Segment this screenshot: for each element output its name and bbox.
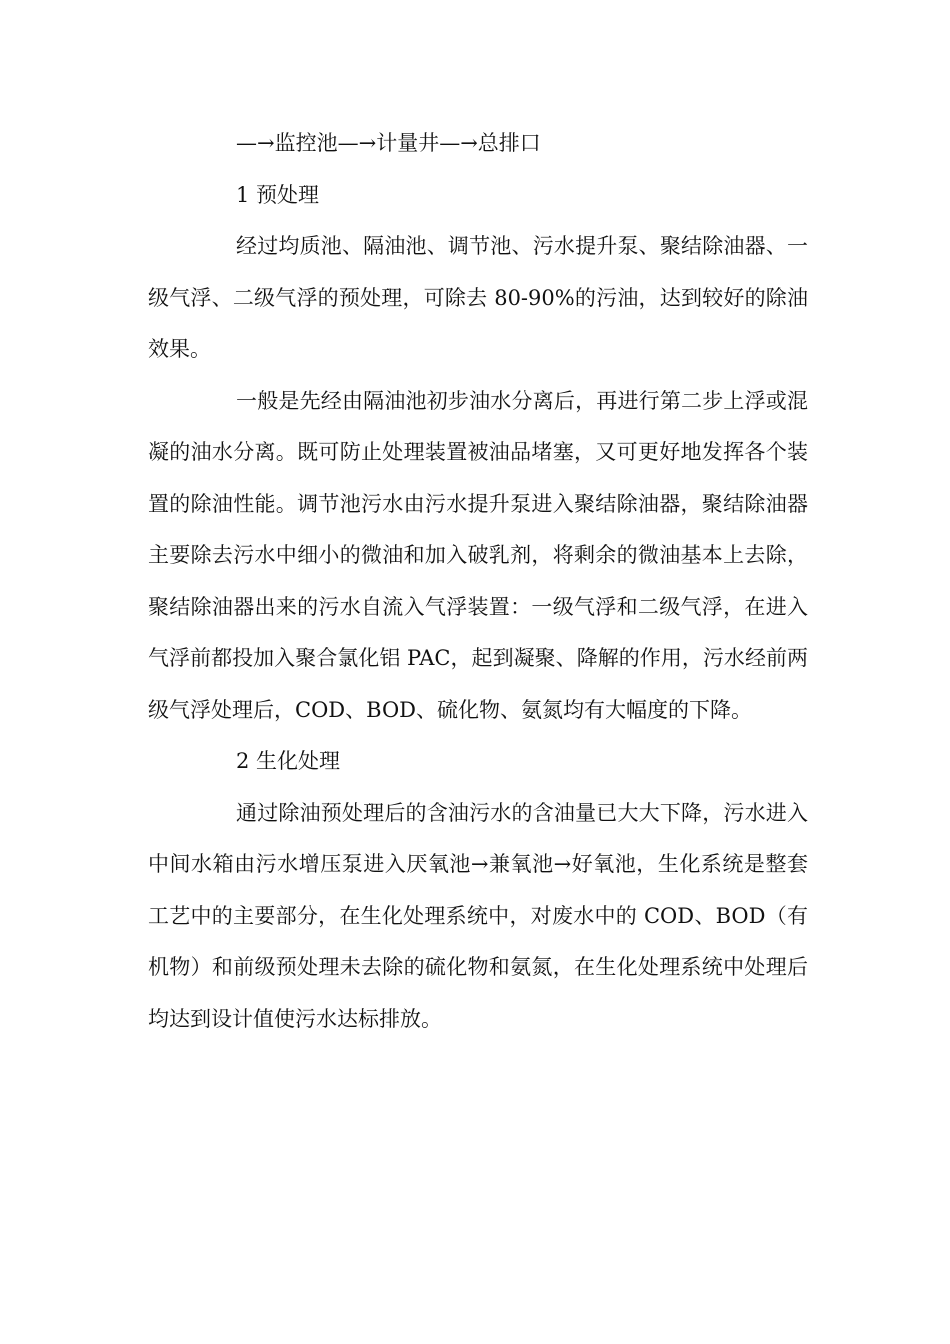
section-heading-biochemical: 2 生化处理: [236, 749, 341, 773]
process-flow-line: —→监控池—→计量井—→总排口: [236, 131, 541, 155]
paragraph-biochemical-detail: 通过除油预处理后的含油污水的含油量已大大下降，污水进入中间水箱由污水增压泵进入厌氧池→兼氧池→好氧池，生化系统是整套工艺中的主要部分，在生化处理系统中，对废水中的 COD、BOD（有机物）和前级预处理未去除的硫化物和氨氮，在生化处理系统中处理后均达到设计值使污水达标排放。: [148, 800, 808, 1031]
paragraph-pretreatment-detail: 一般是先经由隔油池初步油水分离后，再进行第二步上浮或混凝的油水分离。既可防止处理装置被油品堵塞，又可更好地发挥各个装置的除油性能。调节池污水由污水提升泵进入聚结除油器，聚结除油器主要除去污水中细小的微油和加入破乳剂，将剩余的微油基本上去除，聚结除油器出来的污水自流入气浮装置：一级气浮和二级气浮，在进入气浮前都投加入聚合氯化铝 PAC，起到凝聚、降解的作用，污水经前两级气浮处理后，COD、BOD、硫化物、氨氮均有大幅度的下降。: [148, 388, 808, 722]
document-body: [148, 118, 808, 1045]
paragraph-pretreatment-summary: 经过均质池、隔油池、调节池、污水提升泵、聚结除油器、一级气浮、二级气浮的预处理，可除去 80-90%的污油，达到较好的除油效果。: [148, 234, 808, 361]
section-heading-pretreatment: 1 预处理: [236, 182, 320, 207]
